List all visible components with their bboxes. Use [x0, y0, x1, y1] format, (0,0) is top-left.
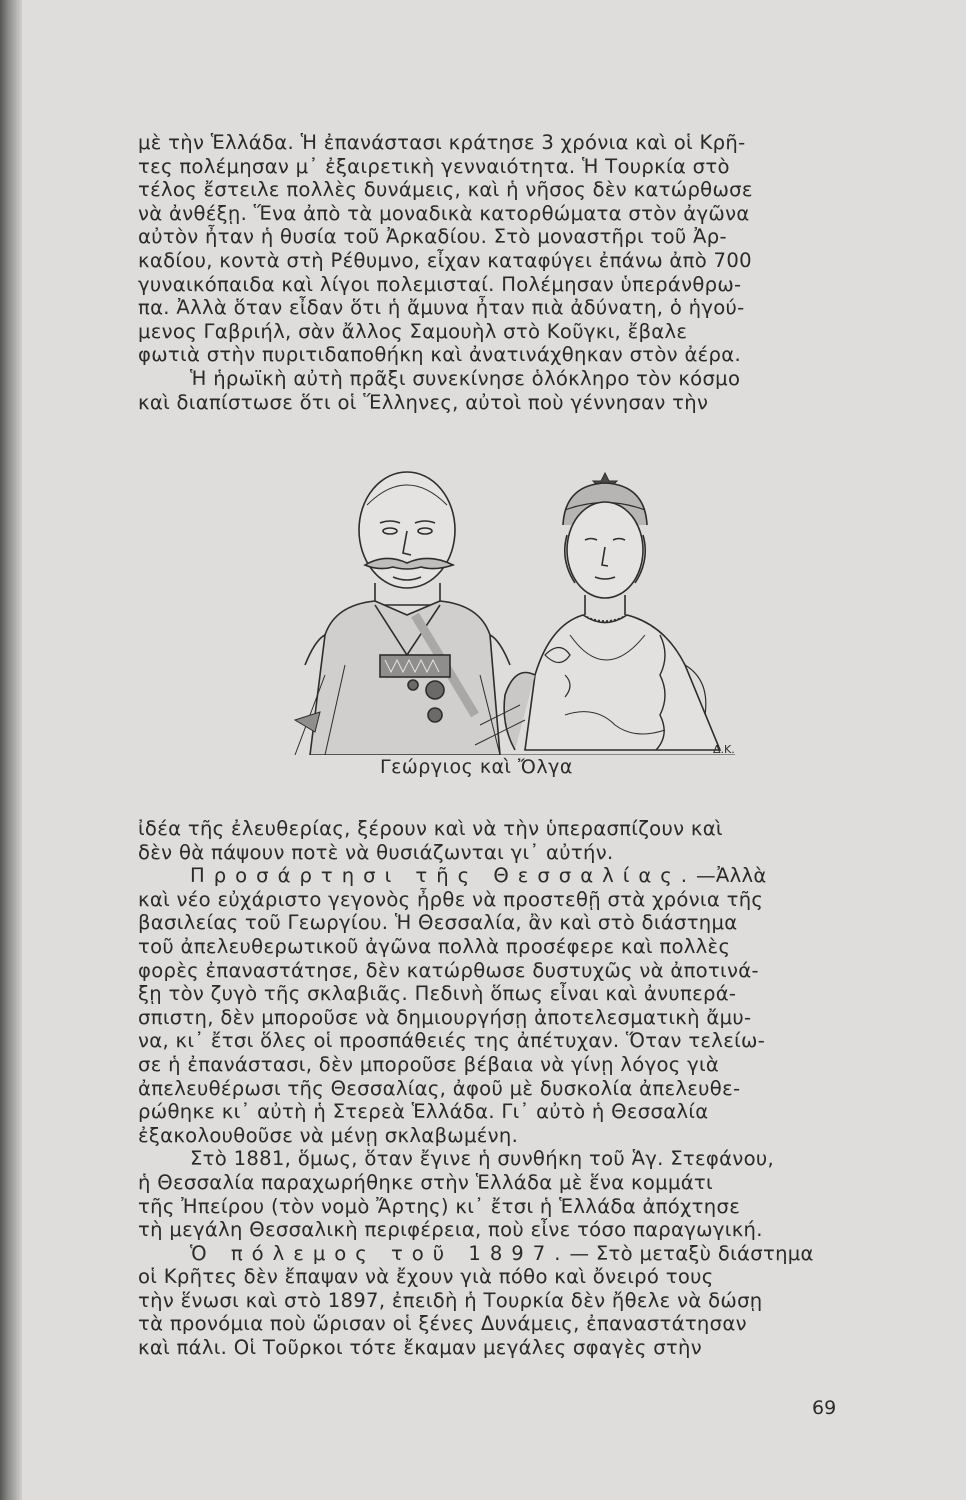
- text-line: ἐξακολουθοῦσε νὰ μένῃ σκλαβωμένη.: [138, 1123, 519, 1147]
- text-line: σπιστη, δὲν μποροῦσε νὰ δημιουργήσῃ ἀποτελεσματικὴ ἄμυ-: [138, 1005, 752, 1029]
- text-line: τὰ προνόμια ποὺ ὥρισαν οἱ ξένες Δυνάμεις, ἐπαναστάτησαν: [138, 1312, 747, 1336]
- top-paragraph: [138, 131, 838, 414]
- section-heading-line: [138, 1242, 838, 1266]
- text-line: καὶ νέο εὐχάριστο γεγονὸς ἦρθε νὰ προστεθῇ στὰ χρόνια τῆς: [138, 887, 764, 911]
- section-heading-thessaly: Προσάρτησι τῆς Θεσσαλίας.: [190, 864, 696, 888]
- text-line: τὴ μεγάλη Θεσσαλικὴ περιφέρεια, ποὺ εἶνε τόσο παραγωγική.: [138, 1218, 763, 1242]
- section-heading-war-1897: Ὁ πόλεμος τοῦ 1897.: [190, 1241, 570, 1265]
- book-binding-edge: [0, 0, 22, 1500]
- section-heading-line: [138, 864, 838, 888]
- text-line: ἀπελευθέρωσι τῆς Θεσσαλίας, ἀφοῦ μὲ δυσκολία ἀπελευθε-: [138, 1076, 741, 1100]
- text-line: καδίου, κοντὰ στὴ Ρέθυμνο, εἶχαν καταφύγει ἐπάνω ἀπὸ 700: [138, 248, 752, 272]
- text-line: Στὸ 1881, ὅμως, ὅταν ἔγινε ἡ συνθήκη τοῦ Ἁγ. Στεφάνου,: [190, 1147, 775, 1171]
- text-line: μὲ τὴν Ἑλλάδα. Ἡ ἐπανάστασι κράτησε 3 χρόνια καὶ οἱ Κρῆ-: [138, 131, 746, 154]
- text-line: αὐτὸν ἦταν ἡ θυσία τοῦ Ἀρκαδίου. Στὸ μοναστῆρι τοῦ Ἀρ-: [138, 225, 727, 249]
- text-line: γυναικόπαιδα καὶ λίγοι πολεμισταί. Πολέμησαν ὑπεράνθρω-: [138, 272, 742, 296]
- text-line: τῆς Ἠπείρου (τὸν νομὸ Ἄρτης) κι᾽ ἔτσι ἡ Ἑλλάδα ἀπόχτησε: [138, 1194, 741, 1218]
- text-line: καὶ διαπίστωσε ὅτι οἱ Ἕλληνες, αὐτοὶ ποὺ γέννησαν τὴν: [138, 390, 709, 414]
- text-line: βασιλείας τοῦ Γεωργίου. Ἡ Θεσσαλία, ἂν καὶ στὸ διάστημα: [138, 911, 738, 935]
- heading-continuation: —Ἀλλὰ: [696, 864, 767, 888]
- text-line: να, κι᾽ ἔτσι ὅλες οἱ προσπάθειές της ἀπέτυχαν. Ὅταν τελείω-: [138, 1029, 766, 1053]
- text-line: ξῃ τὸν ζυγὸ τῆς σκλαβιᾶς. Πεδινὴ ὅπως εἶναι καὶ ἀνυπερά-: [138, 982, 737, 1006]
- text-line: ρώθηκε κι᾽ αὐτὴ ἡ Στερεὰ Ἑλλάδα. Γι᾽ αὐτὸ ἡ Θεσσαλία: [138, 1100, 709, 1124]
- artist-signature: Δ.Κ.: [713, 743, 735, 755]
- text-line: τες πολέμησαν μ᾽ ἐξαιρετικὴ γενναιότητα. Ἡ Τουρκία στὸ: [138, 154, 730, 178]
- figure-caption: Γεώργιος καὶ Ὄλγα: [380, 756, 573, 778]
- text-line: τοῦ ἀπελευθερωτικοῦ ἀγῶνα πολλὰ προσέφερε καὶ πολλὲς: [138, 934, 731, 958]
- text-line: οἱ Κρῆτες δὲν ἔπαψαν νὰ ἔχουν γιὰ πόθο καὶ ὄνειρό τους: [138, 1265, 714, 1289]
- portrait-illustration: [265, 465, 740, 755]
- text-line: ἰδέα τῆς ἐλευθερίας, ξέρουν καὶ νὰ τὴν ὑπερασπίζουν καὶ: [138, 817, 723, 840]
- text-line: φωτιὰ στὴν πυριτιδαποθήκη καὶ ἀνατινάχθηκαν στὸν ἀέρα.: [138, 343, 742, 367]
- text-line: νὰ ἀνθέξῃ. Ἕνα ἀπὸ τὰ μοναδικὰ κατορθώματα στὸν ἀγῶνα: [138, 201, 750, 225]
- text-line: τέλος ἔστειλε πολλὲς δυνάμεις, καὶ ἡ νῆσος δὲν κατώρθωσε: [138, 178, 753, 202]
- text-line: τὴν ἕνωσι καὶ στὸ 1897, ἐπειδὴ ἡ Τουρκία δὲν ἤθελε νὰ δώσῃ: [138, 1288, 763, 1312]
- queen-figure: [475, 473, 720, 750]
- page-number: 69: [812, 1397, 837, 1419]
- text-line: φορὲς ἐπαναστάτησε, δὲν κατώρθωσε δυστυχῶς νὰ ἀποτινά-: [138, 958, 759, 982]
- king-figure: [295, 472, 510, 755]
- bottom-paragraphs: [138, 817, 838, 1360]
- text-line: μενος Γαβριήλ, σὰν ἄλλος Σαμουὴλ στὸ Κοῦγκι, ἔβαλε: [138, 319, 688, 343]
- text-line: πα. Ἀλλὰ ὅταν εἶδαν ὅτι ἡ ἄμυνα ἦταν πιὰ ἀδύνατη, ὁ ἡγού-: [138, 296, 745, 320]
- text-line: δὲν θὰ πάψουν ποτὲ νὰ θυσιάζωνται γι᾽ αὐτήν.: [138, 840, 614, 864]
- text-line: σε ἡ ἐπανάστασι, δὲν μποροῦσε βέβαια νὰ γίνῃ λόγος γιὰ: [138, 1052, 720, 1076]
- text-line: Ἡ ἡρωϊκὴ αὐτὴ πρᾶξι συνεκίνησε ὁλόκληρο τὸν κόσμο: [190, 366, 741, 390]
- heading-continuation: — Στὸ μεταξὺ διάστημα: [569, 1241, 814, 1265]
- text-line: ἡ Θεσσαλία παραχωρήθηκε στὴν Ἑλλάδα μὲ ἕνα κομμάτι: [138, 1170, 713, 1194]
- text-line: καὶ πάλι. Οἱ Τοῦρκοι τότε ἔκαμαν μεγάλες σφαγὲς στὴν: [138, 1336, 702, 1360]
